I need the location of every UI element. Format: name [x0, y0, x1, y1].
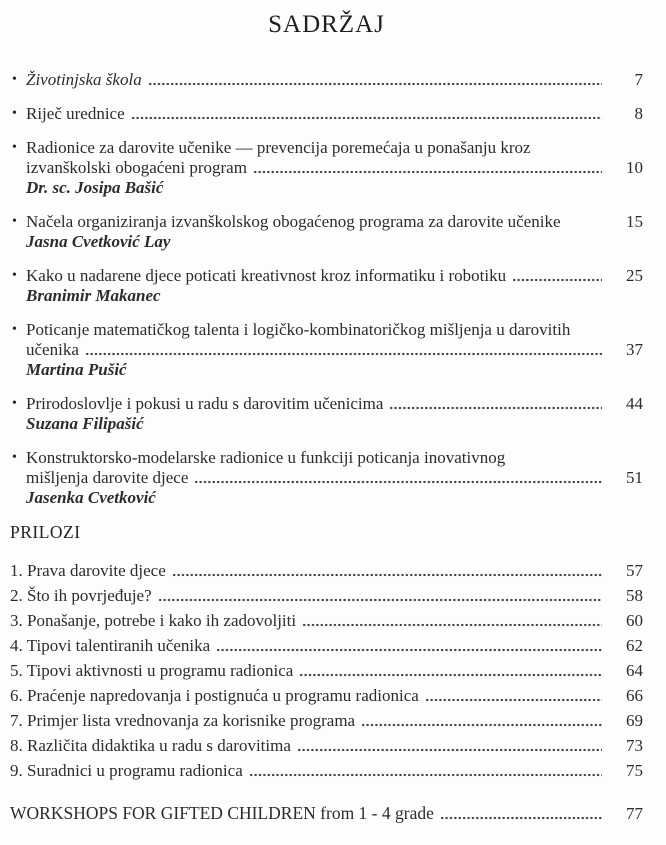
- page-number: 51: [626, 468, 643, 487]
- list-item: [10, 683, 643, 708]
- page-number: 77: [626, 804, 643, 823]
- item-text: 1. Prava darovite djece: [10, 561, 166, 580]
- toc-entry: [12, 448, 643, 508]
- toc-entry: [12, 266, 643, 306]
- dot-leader: [389, 405, 602, 411]
- item-text: 7. Primjer lista vrednovanja za korisnike programa: [10, 711, 356, 730]
- author-name: Jasenka Cvetković: [26, 488, 156, 507]
- entry-title-line2: mišljenja darovite djece: [26, 468, 189, 487]
- list-item: [10, 558, 643, 583]
- list-item: [10, 583, 643, 608]
- bullet-icon: •: [12, 396, 17, 411]
- dot-leader: [425, 697, 602, 703]
- page-number: 7: [634, 70, 643, 89]
- bullet-icon: •: [12, 106, 17, 121]
- bullet-icon: •: [12, 322, 17, 337]
- item-text: 6. Praćenje napredovanja i postignuća u programu radionica: [10, 686, 419, 705]
- list-item: [10, 633, 643, 658]
- page-number: 44: [626, 394, 643, 413]
- dot-leader: [194, 479, 602, 485]
- footer-entry: [10, 803, 643, 824]
- page-number: 62: [626, 636, 643, 655]
- list-item: [10, 658, 643, 683]
- entry-title: Prirodoslovlje i pokusi u radu s darovitim učenicima: [26, 394, 384, 413]
- item-text: 5. Tipovi aktivnosti u programu radionica: [10, 661, 294, 680]
- entry-title: Riječ urednice: [26, 104, 125, 123]
- list-item: [10, 708, 643, 733]
- page-number: 60: [626, 611, 643, 630]
- entry-title: Životinjska škola: [26, 70, 142, 89]
- bullet-icon: •: [12, 450, 17, 465]
- dot-leader: [302, 622, 602, 628]
- dot-leader: [148, 81, 602, 87]
- entry-title: Načela organiziranja izvanškolskog obogaćenog programa za darovite učenike: [26, 212, 561, 231]
- entry-title-line1: Radionice za darovite učenike — prevencija poremećaja u ponašanju kroz: [26, 138, 531, 157]
- dot-leader: [158, 597, 602, 603]
- author-name: Branimir Makanec: [26, 286, 161, 305]
- bullet-icon: •: [12, 214, 17, 229]
- page-number: 75: [626, 761, 643, 780]
- dot-leader: [512, 277, 602, 283]
- page-number: 25: [626, 266, 643, 285]
- bullet-icon: •: [12, 268, 17, 283]
- page-number: 57: [626, 561, 643, 580]
- entry-title-line1: Poticanje matematičkog talenta i logičko-kombinatoričkog mišljenja u darovitih: [26, 320, 571, 339]
- item-text: 9. Suradnici u programu radionica: [10, 761, 243, 780]
- page-number: 37: [626, 340, 643, 359]
- author-name: Jasna Cvetković Lay: [26, 232, 171, 251]
- toc-entry: [12, 320, 643, 380]
- page-number: 15: [626, 212, 643, 231]
- page-title: SADRŽAJ: [268, 11, 385, 38]
- list-item: [10, 733, 643, 758]
- dot-leader: [440, 815, 602, 821]
- page-number: 69: [626, 711, 643, 730]
- item-text: 2. Što ih povrjeđuje?: [10, 586, 152, 605]
- bullet-icon: •: [12, 72, 17, 87]
- list-item: [10, 758, 643, 783]
- entry-title: Kako u nadarene djece poticati kreativnost kroz informatiku i robotiku: [26, 266, 507, 285]
- item-text: 8. Različita didaktika u radu s darovitima: [10, 736, 291, 755]
- page-number: 66: [626, 686, 643, 705]
- author-name: Martina Pušić: [26, 360, 127, 379]
- page-number: 58: [626, 586, 643, 605]
- page-number: 64: [626, 661, 643, 680]
- list-item: [10, 608, 643, 633]
- page-number: 73: [626, 736, 643, 755]
- author-name: Suzana Filipašić: [26, 414, 144, 433]
- prilozi-list: [10, 558, 643, 783]
- toc-entry: [12, 212, 643, 252]
- dot-leader: [297, 747, 602, 753]
- dot-leader: [85, 351, 602, 357]
- toc-entry: [12, 138, 643, 198]
- dot-leader: [172, 572, 602, 578]
- footer-title: WORKSHOPS FOR GIFTED CHILDREN from 1 - 4 grade: [10, 803, 434, 823]
- dot-leader: [131, 115, 602, 121]
- bullet-icon: •: [12, 140, 17, 155]
- page-number: 10: [626, 158, 643, 177]
- dot-leader: [216, 647, 602, 653]
- item-text: 3. Ponašanje, potrebe i kako ih zadovoljiti: [10, 611, 297, 630]
- entry-title-line2: izvanškolski obogaćeni program: [26, 158, 247, 177]
- dot-leader: [361, 722, 602, 728]
- dot-leader: [253, 169, 602, 175]
- section-heading-prilozi: PRILOZI: [10, 522, 81, 542]
- item-text: 4. Tipovi talentiranih učenika: [10, 636, 211, 655]
- dot-leader: [299, 672, 602, 678]
- page-number: 8: [634, 104, 643, 123]
- toc-entry: [12, 70, 643, 90]
- author-name: Dr. sc. Josipa Bašić: [26, 178, 164, 197]
- dot-leader: [249, 772, 602, 778]
- entry-title-line1: Konstruktorsko-modelarske radionice u funkciji poticanja inovativnog: [26, 448, 506, 467]
- entry-title-line2: učenika: [26, 340, 79, 359]
- toc-entry: [12, 104, 643, 124]
- toc-entry: [12, 394, 643, 434]
